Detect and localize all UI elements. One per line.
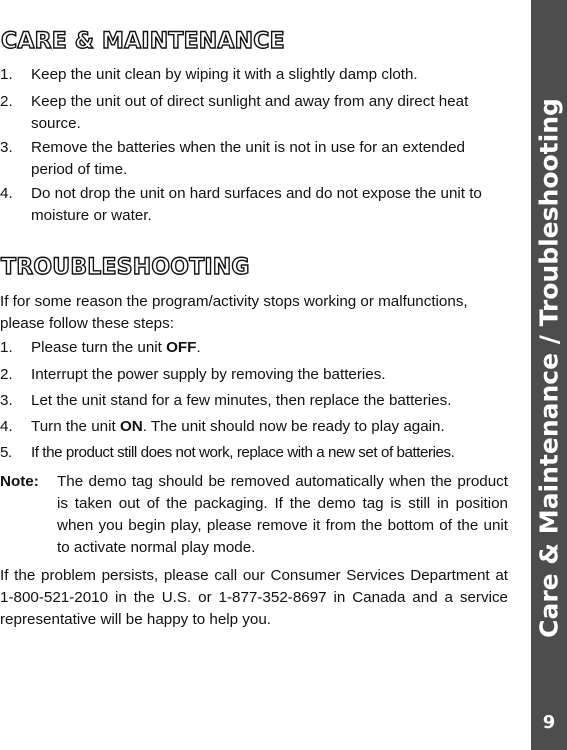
step-text: Please turn the unit OFF. [31, 339, 201, 356]
note-label: Note: [0, 473, 39, 490]
step-text: If the product still does not work, replace with a new set of batteries. [31, 444, 455, 461]
troubleshooting-step [0, 416, 508, 438]
on-label: ON [119, 418, 143, 435]
care-item [0, 91, 508, 135]
care-item-number: 1. [0, 66, 13, 83]
care-item-text: Keep the unit clean by wiping it with a slightly damp cloth. [31, 66, 418, 83]
care-maintenance-heading: CARE & MAINTENANCE [1, 29, 285, 54]
troubleshooting-step [0, 442, 508, 464]
care-item-number: 2. [0, 93, 13, 110]
step-number: 1. [0, 339, 13, 356]
off-label: OFF [166, 339, 197, 356]
step-text: Interrupt the power supply by removing the batteries. [31, 366, 386, 383]
care-item-text: Remove the batteries when the unit is not in use for an extended period of time. [31, 139, 465, 178]
step-number: 3. [0, 392, 13, 409]
step-number: 4. [0, 418, 13, 435]
demo-tag-note [0, 471, 508, 559]
care-item-number: 3. [0, 139, 13, 156]
step-text: Let the unit stand for a few minutes, then replace the batteries. [31, 392, 452, 409]
care-item [0, 183, 508, 227]
side-tab-title: Care & Maintenance / Troubleshooting [534, 98, 564, 638]
troubleshooting-step [0, 337, 508, 359]
step-text: Turn the unit ON. The unit should now be ready to play again. [31, 418, 445, 435]
care-item-text: Do not drop the unit on hard surfaces and do not expose the unit to moisture or water. [31, 185, 482, 224]
note-text: The demo tag should be removed automatically when the product is taken out of the packaging. If the demo tag is still in position when you begin play, please remove it from the bottom of the unit to activate normal play mode. [57, 473, 508, 556]
care-item [0, 64, 508, 86]
care-item [0, 137, 508, 181]
troubleshooting-intro: If for some reason the program/activity stops working or malfunctions, please follow these steps: [0, 293, 468, 332]
care-item-number: 4. [0, 185, 13, 202]
page-number: 9 [542, 712, 556, 733]
care-item-text: Keep the unit out of direct sunlight and away from any direct heat source. [31, 93, 469, 132]
step-number: 2. [0, 366, 13, 383]
troubleshooting-step [0, 364, 508, 386]
troubleshooting-step [0, 390, 508, 412]
consumer-services-paragraph: If the problem persists, please call our Consumer Services Department at 1-800-521-2010 in the U.S. or 1-877-352-8697 in Canada and a service representative will be happy to help you. [0, 567, 508, 628]
step-number: 5. [0, 444, 12, 461]
troubleshooting-heading: TROUBLESHOOTING [1, 255, 250, 280]
